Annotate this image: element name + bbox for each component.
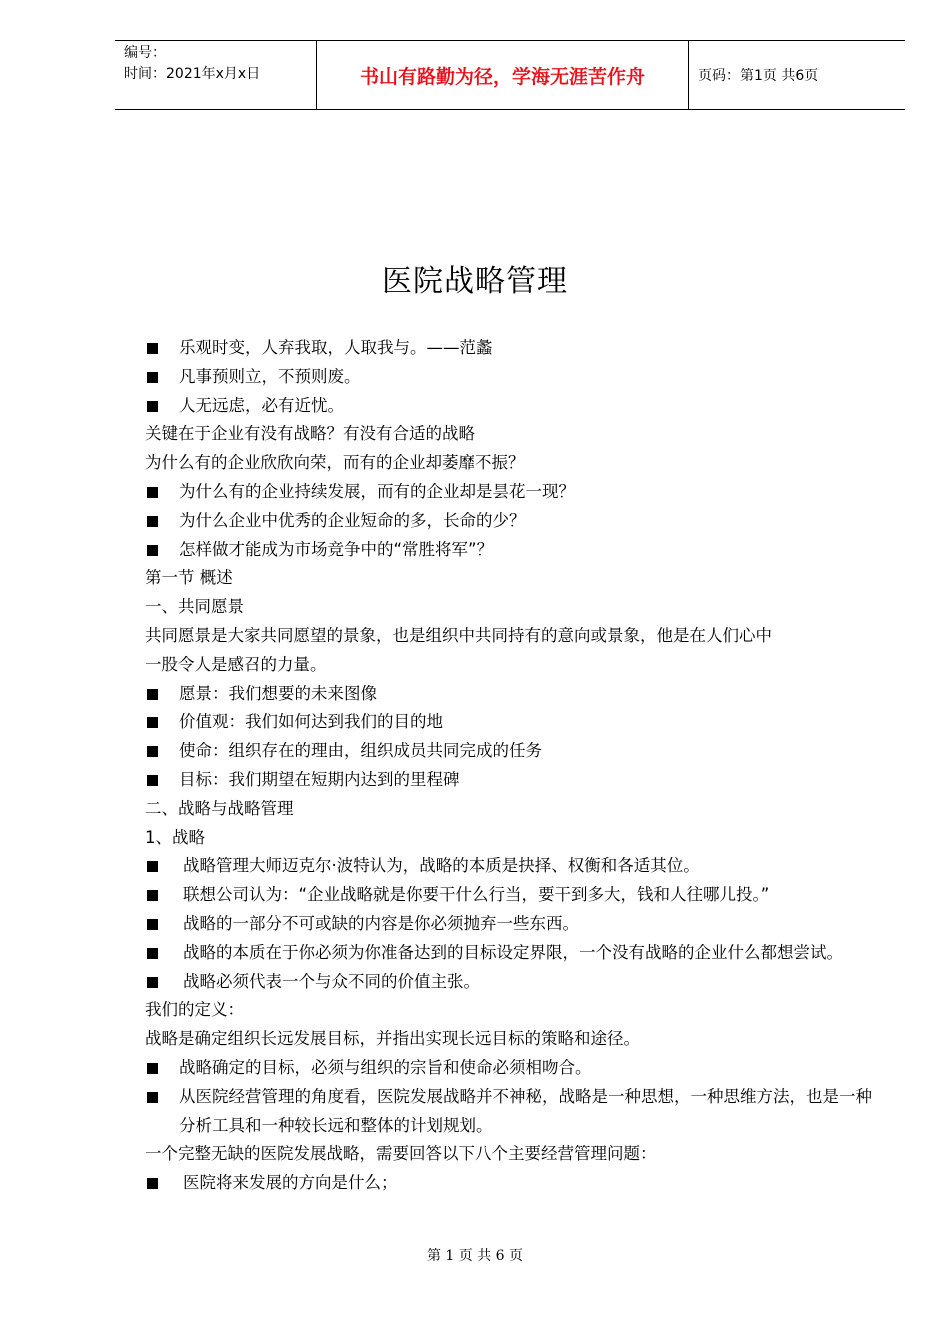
bullet-text: 从医院经营管理的角度看，医院发展战略并不神秘，战略是一种思想，一种思维方法，也是一种分析工具和一种较长远和整体的计划规划。	[179, 1086, 872, 1135]
square-bullet-icon	[145, 766, 179, 795]
bullet-text: 为什么企业中优秀的企业短命的多，长命的少？	[179, 510, 526, 530]
header-info-cell	[115, 41, 316, 109]
bullet-text: 愿景：我们想要的未来图像	[179, 683, 377, 703]
bullet-text: 使命：组织存在的理由，组织成员共同完成的任务	[179, 741, 542, 761]
header-table	[115, 40, 905, 110]
header-motto: 书山有路勤为径，学海无涯苦作舟	[316, 41, 689, 109]
bullet-item	[145, 536, 880, 565]
bullet-item	[145, 852, 880, 881]
bullet-text: 目标：我们期望在短期内达到的里程碑	[179, 769, 460, 789]
bullet-item	[145, 478, 880, 507]
bullet-text: 价值观：我们如何达到我们的目的地	[179, 712, 443, 732]
page-footer: 第 1 页 共 6 页	[426, 1248, 524, 1264]
bullet-item	[145, 968, 880, 997]
header-page-info: 页码：第1页 共6页	[698, 68, 819, 84]
bullet-item	[145, 737, 880, 766]
bullet-item	[145, 680, 880, 709]
document-body	[145, 334, 880, 1198]
square-bullet-icon	[145, 852, 183, 881]
document-time-label: 时间：2021年x月x日	[124, 66, 261, 82]
bullet-text: 凡事预则立，不预则废。	[179, 366, 361, 386]
bullet-item	[145, 1054, 880, 1083]
square-bullet-icon	[145, 737, 179, 766]
square-bullet-icon	[145, 881, 183, 910]
text-line: 二、战略与战略管理	[145, 798, 294, 818]
square-bullet-icon	[145, 708, 179, 737]
square-bullet-icon	[145, 392, 179, 421]
text-line: 我们的定义：	[145, 1000, 244, 1020]
bullet-item	[145, 363, 880, 392]
square-bullet-icon	[145, 939, 183, 968]
bullet-text: 战略必须代表一个与众不同的价值主张。	[183, 971, 480, 991]
bullet-item	[145, 708, 880, 737]
square-bullet-icon	[145, 363, 179, 392]
text-line: 一股令人是感召的力量。	[145, 654, 327, 674]
bullet-text: 乐观时变，人弃我取，人取我与。——范蠡	[179, 338, 493, 357]
square-bullet-icon	[145, 680, 179, 709]
square-bullet-icon	[145, 334, 179, 363]
text-line: 战略是确定组织长远发展目标，并指出实现长远目标的策略和途径。	[145, 1029, 640, 1049]
bullet-item	[145, 766, 880, 795]
bullet-item	[145, 334, 880, 363]
bullet-item	[145, 507, 880, 536]
bullet-text: 怎样做才能成为市场竞争中的“常胜将军”？	[179, 539, 494, 559]
bullet-text: 医院将来发展的方向是什么；	[183, 1173, 398, 1193]
bullet-item	[145, 1083, 880, 1141]
bullet-text: 联想公司认为：“企业战略就是你要干什么行当，要干到多大，钱和人往哪儿投。”	[183, 885, 770, 905]
bullet-text: 战略确定的目标，必须与组织的宗旨和使命必须相吻合。	[179, 1057, 592, 1077]
document-title: 医院战略管理	[382, 264, 568, 299]
bullet-item	[145, 392, 880, 421]
bullet-text: 战略的一部分不可或缺的内容是你必须抛弃一些东西。	[183, 913, 579, 933]
square-bullet-icon	[145, 1054, 179, 1083]
text-line: 为什么有的企业欣欣向荣，而有的企业却萎靡不振？	[145, 453, 525, 473]
bullet-item	[145, 939, 880, 968]
bullet-text: 战略管理大师迈克尔·波特认为，战略的本质是抉择、权衡和各适其位。	[183, 856, 700, 876]
bullet-text: 为什么有的企业持续发展，而有的企业却是昙花一现？	[179, 481, 575, 501]
square-bullet-icon	[145, 507, 179, 536]
bullet-text: 人无远虑，必有近忧。	[179, 395, 344, 415]
text-line: 共同愿景是大家共同愿望的景象，也是组织中共同持有的意向或景象，他是在人们心中	[145, 625, 772, 645]
square-bullet-icon	[145, 910, 183, 939]
bullet-item	[145, 910, 880, 939]
bullet-text: 战略的本质在于你必须为你准备达到的目标设定界限，一个没有战略的企业什么都想尝试。	[183, 942, 843, 962]
square-bullet-icon	[145, 1169, 183, 1198]
bullet-item	[145, 881, 880, 910]
text-line: 1、战略	[145, 827, 205, 847]
square-bullet-icon	[145, 536, 179, 565]
square-bullet-icon	[145, 478, 179, 507]
text-line: 一、共同愿景	[145, 597, 244, 617]
text-line: 一个完整无缺的医院发展战略，需要回答以下八个主要经营管理问题：	[145, 1144, 657, 1164]
text-line: 关键在于企业有没有战略？有没有合适的战略	[145, 424, 475, 444]
bullet-item	[145, 1169, 880, 1198]
text-line: 第一节 概述	[145, 568, 233, 588]
square-bullet-icon	[145, 1083, 179, 1141]
square-bullet-icon	[145, 968, 183, 997]
document-id-label: 编号：	[124, 45, 166, 61]
